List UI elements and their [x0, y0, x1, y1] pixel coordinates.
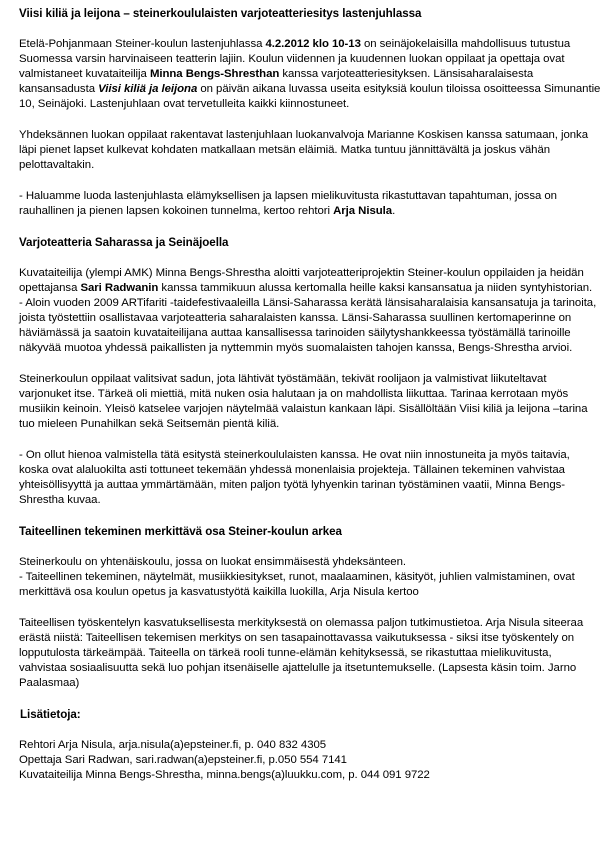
intro-text-1: Etelä-Pohjanmaan Steiner-koulun lastenjuhlassa: [19, 38, 266, 50]
paragraph-school: Steinerkoulu on yhtenäiskoulu, jossa on luokat ensimmäisestä yhdeksänteen.: [19, 556, 406, 568]
paragraph-ninth-grade: Yhdeksännen luokan oppilaat rakentavat lastenjuhlaan luokanvalvoja Marianne Koskisen kanssa satumaan, jonka läpi pienet lapset kulkevat kohdaten matkallaan metsän eläimiä. Matka tuntuu jännittävältä ja joskus vähän pelottavaltakin.: [19, 129, 588, 171]
artist-name: Minna Bengs-Shresthan: [149, 68, 280, 80]
paragraph-art-activities: - Taiteellinen tekeminen, näytelmät, musiikkiesitykset, runot, maalaaminen, käsityöt, juhlien valmistaminen, ovat merkittävä osa koulun opetus ja kasvatustyötä kaikilla luokilla, Arja Nisula kertoo: [19, 571, 575, 598]
intro-paragraph: [19, 37, 601, 112]
paragraph-artist-quote: - On ollut hienoa valmistella tätä esitystä steinerkoululaisten kanssa. He ovat niin innostuneita ja myös taitavia, koska ovat alaluokilta asti tottuneet tekemään yhdessä monenlaisia projekteja. Tällainen tekeminen vahvistaa yhteisöllisyyttä ja auttaa ymmärtämään, miten paljon työtä lyhyenkin tarinan työstäminen vaatii, Minna Bengs-Shrestha kuvaa.: [19, 449, 570, 506]
paragraph-artifariti: - Aloin vuoden 2009 ARTifariti -taidefestivaaleilla Länsi-Saharassa kerätä länsisaharalaisia kansansatuja ja tarinoita, joista työstettiin osallistavaa varjoteatteria saharalaisten kanssa. Länsi-Saharassa suullinen kertomaperinne on häviämässä ja saatoin kuvataiteilijana auttaa kansallisessa tarinoiden säilytyshankkeessa työstämällä tarinoille näkyvää muotoa yhdessä paikallisten ja nyttemmin myös suomalaisten tahojen kanssa, Bengs-Shrestha arvioi.: [19, 297, 597, 354]
quote-text-1: - Haluamme luoda lastenjuhlasta elämyksellisen ja lapsen mielikuvitusta rikastuttavan tapahtuman, jossa on rauhallinen ja pienen lapsen kokoinen tunnelma, kertoo rehtori: [19, 190, 557, 217]
teacher-name: Sari Radwanin: [80, 282, 159, 294]
contact-line-principal: Rehtori Arja Nisula, arja.nisula(a)epsteiner.fi, p. 040 832 4305: [19, 739, 327, 751]
contact-line-artist: Kuvataiteilija Minna Bengs-Shrestha, minna.bengs(a)luukku.com, p. 044 091 9722: [19, 769, 430, 781]
contact-line-teacher: Opettaja Sari Radwan, sari.radwan(a)epsteiner.fi, p.050 554 7141: [19, 754, 347, 766]
section-heading-shadow-theatre: Varjoteatteria Saharassa ja Seinäjoella: [19, 236, 229, 249]
paragraph-research: Taiteellisen työskentelyn kasvatuksellisesta merkityksestä on olemassa paljon tutkimustietoa. Arja Nisula siteeraa erästä niistä: Taiteellisen tekemisen merkitys on sen tasapainottavassa vaikutuksessa - siksi itse työskentely on lopputulosta tärkeämpää. Taiteella on tärkeä rooli tunne-elämän kehityksessä, se rikastuttaa mielikuvitusta, vahvistaa sosiaalisuutta sekä luo pohjan itsenäiselle ajattelulle ja itsetuntemukselle. (Lapsesta käsin toim. Jarno Paalasmaa): [19, 617, 584, 689]
principal-name: Arja Nisula: [333, 205, 393, 217]
intro-text-3: kanssa varjoteatteriesityksen. Länsisaharalaisesta kansansadusta: [19, 68, 534, 95]
quote-text-2: .: [392, 205, 396, 217]
event-date: 4.2.2012 klo 10-13: [265, 38, 361, 50]
contact-heading: Lisätietoja:: [20, 708, 81, 721]
play-title: Viisi kiliä ja leijona: [98, 83, 198, 95]
section-heading-art-making: Taiteellinen tekeminen merkittävä osa Steiner-koulun arkea: [19, 525, 342, 538]
paragraph-students: Steinerkoulun oppilaat valitsivat sadun, jota lähtivät työstämään, tekivät roolijaon ja valmistivat liikuteltavat varjonuket itse. Tärkeä oli miettiä, mitä nuken osia halutaan ja on mahdollista liikuttaa. Tarinaa kerrotaan myös musiikin keinoin. Yleisö katselee varjojen näytelmää valaistun kankaan läpi. Sisällöltään Viisi kiliä ja leijona –tarina tuo mieleen Punahilkan sekä Seitsemän pientä kiliä.: [19, 373, 588, 430]
document-title: Viisi kiliä ja leijona – steinerkoululaisten varjoteatteriesitys lastenjuhlassa: [19, 7, 422, 20]
paragraph-project-start: [19, 266, 601, 296]
project-text-2: kanssa tammikuun alussa kertomalla heille kaksi kansansatua ja niiden syntyhistorian.: [158, 282, 593, 294]
project-text-1: Kuvataiteilija (ylempi AMK) Minna Bengs-Shrestha aloitti varjoteatteriprojektin Steiner-koulun oppilaiden ja heidän opettajansa: [19, 267, 584, 294]
paragraph-principal-quote: [19, 189, 601, 219]
intro-text-4: on päivän aikana luvassa useita esityksiä koulun tiloissa osoitteessa Simunantie 10, Seinäjoki. Lastenjuhlaan ovat tervetulleita kaikki kiinnostuneet.: [19, 83, 601, 110]
intro-text-2: on seinäjokelaisilla mahdollisuus tutustua Suomessa varsin harvinaiseen teatterin lajiin. Koulun viidennen ja kuudennen luokan oppilaat ja opettaja ovat valmistaneet kuvataiteilija: [19, 38, 571, 80]
